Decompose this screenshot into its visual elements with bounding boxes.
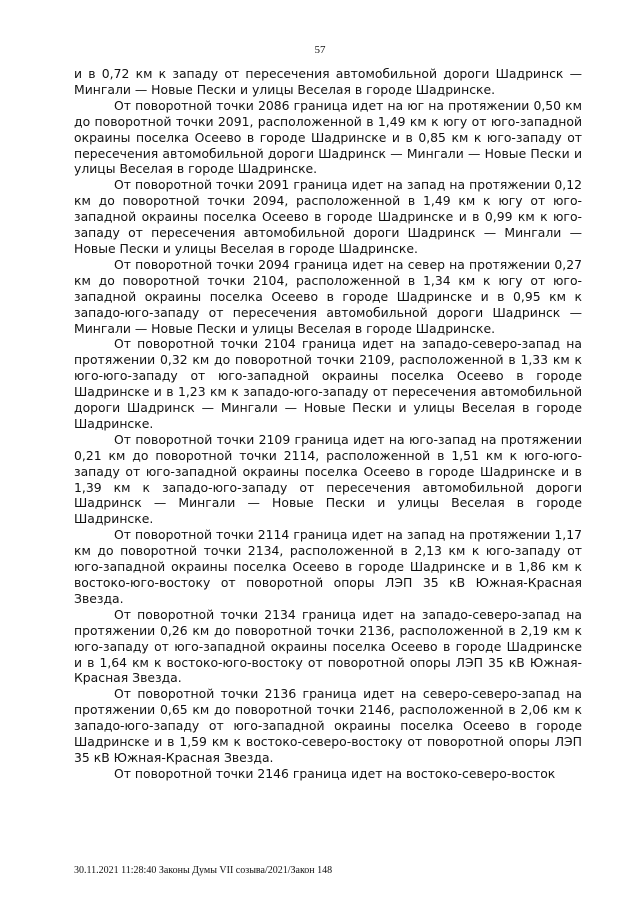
paragraph: и в 0,72 км к западу от пересечения автомобильной дороги Шадринск — Мингали — Новые Пески и улицы Веселая в городе Шадринске.	[74, 66, 582, 97]
document-footer: 30.11.2021 11:28:40 Законы Думы VII созыва/2021/Закон 148	[74, 865, 333, 876]
paragraph: От поворотной точки 2109 граница идет на юго-запад на протяжении 0,21 км до поворотной точки 2114, расположенной в 1,51 км к юго-юго-западу от юго-западной окраины поселка Осеево в городе Шадринске и в 1,39 км к западо-юго-западу от пересечения автомобильной дороги Шадринск — Мингали — Новые Пески и улицы Веселая в городе Шадринске.	[74, 431, 582, 527]
paragraph: От поворотной точки 2086 граница идет на юг на протяжении 0,50 км до поворотной точки 2091, расположенной в 1,49 км к югу от юго-западной окраины поселка Осеево в городе Шадринске и в 0,85 км к юго-западу от пересечения автомобильной дороги Шадринск — Мингали — Новые Пески и улицы Веселая в городе Шадринске.	[74, 97, 582, 177]
paragraph: От поворотной точки 2104 граница идет на западо-северо-запад на протяжении 0,32 км до поворотной точки 2109, расположенной в 1,33 км к юго-юго-западу от юго-западной окраины поселка Осеево в городе Шадринске и в 1,23 км к западо-юго-западу от пересечения автомобильной дороги Шадринск — Мингали — Новые Пески и улицы Веселая в городе Шадринске.	[74, 336, 582, 431]
document-body	[74, 66, 582, 782]
paragraph: От поворотной точки 2134 граница идет на западо-северо-запад на протяжении 0,26 км до поворотной точки 2136, расположенной в 2,19 км к юго-западу от юго-западной окраины поселка Осеево в городе Шадринске и в 1,64 км к востоко-юго-востоку от поворотной опоры ЛЭП 35 кВ Южная-Красная Звезда.	[74, 606, 582, 686]
paragraph: От поворотной точки 2136 граница идет на северо-северо-запад на протяжении 0,65 км до поворотной точки 2146, расположенной в 2,06 км к западо-юго-западу от юго-западной окраины поселка Осеево в городе Шадринске и в 1,59 км к востоко-северо-востоку от поворотной опоры ЛЭП 35 кВ Южная-Красная Звезда.	[74, 686, 582, 765]
page-number: 57	[314, 44, 326, 56]
paragraph: От поворотной точки 2146 граница идет на востоко-северо-восток	[114, 765, 556, 781]
paragraph: От поворотной точки 2091 граница идет на запад на протяжении 0,12 км до поворотной точки 2094, расположенной в 1,49 км к югу от юго-западной окраины поселка Осеево в городе Шадринске и в 0,99 км к юго-западу от пересечения автомобильной дороги Шадринск — Мингали — Новые Пески и улицы Веселая в городе Шадринске.	[74, 177, 582, 256]
paragraph: От поворотной точки 2114 граница идет на запад на протяжении 1,17 км до поворотной точки 2134, расположенной в 2,13 км к юго-западу от юго-западной окраины поселка Осеево в городе Шадринске и в 1,86 км к востоко-юго-востоку от поворотной опоры ЛЭП 35 кВ Южная-Красная Звезда.	[74, 527, 582, 606]
paragraph: От поворотной точки 2094 граница идет на север на протяжении 0,27 км до поворотной точки 2104, расположенной в 1,34 км к югу от юго-западной окраины поселка Осеево в городе Шадринске и в 0,95 км к западо-юго-западу от пересечения автомобильной дороги Шадринск — Мингали — Новые Пески и улицы Веселая в городе Шадринске.	[74, 256, 582, 336]
